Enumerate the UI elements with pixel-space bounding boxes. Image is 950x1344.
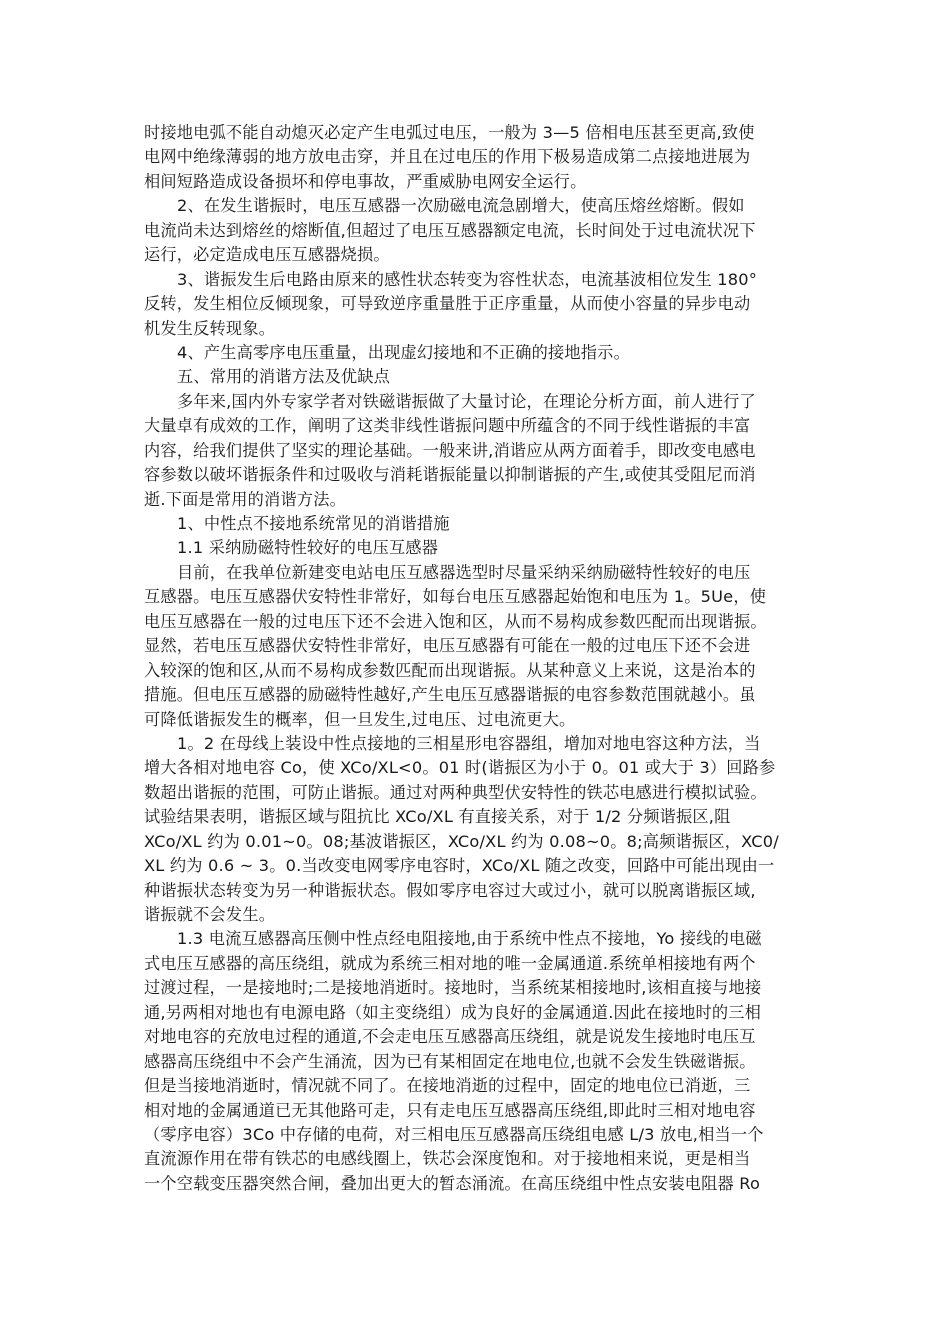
text-line: 时接地电弧不能自动熄灭必定产生电弧过电压，一般为 3—5 倍相电压甚至更高,致使 (144, 123, 755, 142)
text-line: 互感器。电压互感器伏安特性非常好，如每台电压互感器起始饱和电压为 1。5Ue，使 (144, 587, 767, 607)
document-body (144, 121, 808, 1196)
text-line: 逝.下面是常用的消谐方法。 (144, 489, 346, 509)
text-line: 相间短路造成设备损坏和停电事故，严重威胁电网安全运行。 (144, 171, 587, 191)
text-line: 式电压互感器的高压绕组，就成为系统三相对地的唯一金属通道.系统单相接地有两个 (144, 953, 756, 973)
text-line: 运行，必定造成电压互感器烧损。 (144, 245, 390, 265)
text-line: 通,另两相对地也有电源电路（如主变绕组）成为良好的金属通道.因此在接地时的三相 (144, 1002, 762, 1022)
text-line: 可降低谐振发生的概率，但一旦发生,过电压、过电流更大。 (144, 709, 576, 729)
paragraph-first-line: 五、常用的消谐方法及优缺点 (177, 367, 391, 387)
text-line: 反转，发生相位反倾现象，可导致逆序重量胜于正序重量，从而使小容量的异步电动 (144, 294, 751, 314)
text-line: 试验结果表明，谐振区域与阻抗比 XCo/XL 有直接关系，对于 1/2 分频谐振区,阻 (144, 807, 731, 827)
text-line: 入较深的饱和区,从而不易构成参数匹配而出现谐振。从某种意义上来说，这是治本的 (144, 660, 756, 680)
paragraph-first-line: 目前，在我单位新建变电站电压互感器选型时尽量采纳采纳励磁特性较好的电压 (177, 562, 751, 582)
text-line: 内容，给我们提供了坚实的理论基础。一般来讲,消谐应从两方面着手，即改变电感电 (144, 440, 756, 460)
text-line: 电流尚未达到熔丝的熔断值,但超过了电压互感器额定电流，长时间处于过电流状况下 (144, 220, 756, 240)
text-line: 种谐振状态转变为另一种谐振状态。假如零序电容过大或过小，就可以脱离谐振区域, (144, 880, 756, 900)
paragraph-first-line: 4、产生高零序电压重量，出现虚幻接地和不正确的接地指示。 (177, 342, 630, 362)
paragraph-first-line: 1。2 在母线上装设中性点接地的三相星形电容器组，增加对地电容这种方法，当 (177, 733, 761, 753)
text-line: XCo/XL 约为 0.01~0。08;基波谐振区，XCo/XL 约为 0.08~0。8;高频谐振区，XC0/ (144, 831, 779, 851)
text-line: （零序电容）3Co 中存储的电荷，对三相电压互感器高压绕组电感 L/3 放电,相当一个 (144, 1124, 764, 1144)
text-line: 直流源作用在带有铁芯的电感线圈上，铁芯会深度饱和。对于接地相来说，更是相当 (144, 1149, 751, 1169)
text-line: 一个空载变压器突然合闸，叠加出更大的暂态涌流。在高压绕组中性点安装电阻器 Ro (144, 1173, 761, 1193)
text-line: 机发生反转现象。 (144, 318, 276, 338)
paragraph-first-line: 1、中性点不接地系统常见的消谐措施 (177, 514, 450, 533)
text-line: 对地电容的充放电过程的通道,不会走电压互感器高压绕组，就是说发生接地时电压互 (144, 1027, 756, 1047)
text-line: 过渡过程，一是接地时;二是接地消逝时。接地时，当系统某相接地时,该相直接与地接 (144, 978, 762, 998)
paragraph-first-line: 多年来,国内外专家学者对铁磁谐振做了大量讨论，在理论分析方面，前人进行了 (177, 391, 756, 411)
text-line: 电网中绝缘薄弱的地方放电击穿，并且在过电压的作用下极易造成第二点接地进展为 (144, 147, 751, 167)
text-line: 容参数以破坏谐振条件和过吸收与消耗谐振能量以抑制谐振的产生,或使其受阻尼而消 (144, 465, 756, 485)
text-line: 电压互感器在一般的过电压下还不会进入饱和区，从而不易构成参数匹配而出现谐振。 (144, 611, 767, 631)
text-line: 相对地的金属通道已无其他路可走，只有走电压互感器高压绕组,即此时三相对地电容 (144, 1100, 756, 1120)
text-line: 显然，若电压互感器伏安特性非常好，电压互感器有可能在一般的过电压下还不会进 (144, 636, 751, 656)
text-line: 但是当接地消逝时，情况就不同了。在接地消逝的过程中，固定的地电位已消逝，三 (144, 1076, 751, 1096)
text-line: 数超出谐振的范围，可防止谐振。通过对两种典型伏安特性的铁芯电感进行模拟试验。 (144, 782, 767, 802)
text-line: 措施。但电压互感器的励磁特性越好,产生电压互感器谐振的电容参数范围就越小。虽 (144, 685, 756, 705)
text-line: XL 约为 0.6 ~ 3。0.当改变电网零序电容时，XCo/XL 随之改变，回路中可能出现由一 (144, 856, 775, 876)
paragraph-first-line: 3、谐振发生后电路由原来的感性状态转变为容性状态，电流基波相位发生 180° (177, 269, 758, 289)
text-line: 大量卓有成效的工作，阐明了这类非线性谐振问题中所蕴含的不同于线性谐振的丰富 (144, 416, 751, 436)
paragraph-first-line: 2、在发生谐振时，电压互感器一次励磁电流急剧增大，使高压熔丝熔断。假如 (177, 196, 745, 216)
text-line: 增大各相对地电容 Co，使 XCo/XL<0。01 时(谐振区为小于 0。01 或大于 3）回路参 (144, 758, 776, 778)
text-line: 感器高压绕组中不会产生涌流，因为已有某相固定在地电位,也就不会发生铁磁谐振。 (144, 1051, 756, 1071)
text-line: 谐振就不会发生。 (144, 905, 276, 924)
paragraph-first-line: 1.3 电流互感器高压侧中性点经电阻接地,由于系统中性点不接地，Yo 接线的电磁 (177, 929, 762, 949)
paragraph-first-line: 1.1 采纳励磁特性较好的电压互感器 (177, 538, 439, 558)
